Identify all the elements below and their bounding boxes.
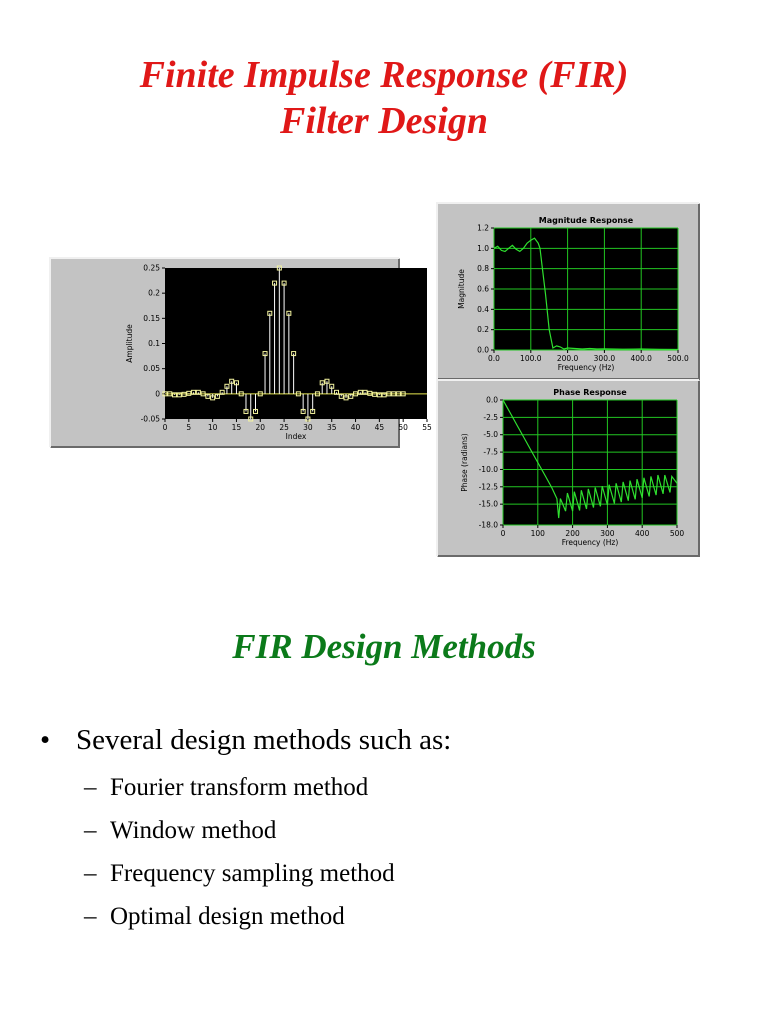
x-tick-label: 300.0 xyxy=(593,354,616,363)
x-tick-label: 200 xyxy=(565,529,580,538)
y-tick-label: -10.0 xyxy=(478,464,498,474)
x-tick-label: 15 xyxy=(231,423,242,432)
x-tick-label: 500 xyxy=(669,529,685,538)
y-tick-label: 0.05 xyxy=(143,364,160,374)
y-axis-label: Phase (radians) xyxy=(460,433,469,492)
dash-symbol: – xyxy=(84,817,97,844)
chart-title: Phase Response xyxy=(553,388,627,397)
phase-response-panel xyxy=(437,380,700,557)
x-tick-label: 0.0 xyxy=(488,354,500,363)
x-tick-label: 0 xyxy=(500,529,506,538)
slide-title-line-1: Finite Impulse Response (FIR) xyxy=(139,54,629,96)
impulse-response-chart xyxy=(50,258,432,448)
y-tick-label: 0.0 xyxy=(486,395,498,405)
y-tick-label: 0.1 xyxy=(148,339,160,348)
x-tick-label: 20 xyxy=(255,423,266,432)
x-tick-label: 200.0 xyxy=(556,354,579,363)
dash-symbol: – xyxy=(84,903,97,930)
sub-bullet-list xyxy=(40,766,740,938)
x-tick-label: 45 xyxy=(374,423,385,432)
y-tick-label: -12.5 xyxy=(478,482,498,492)
x-tick-label: 300 xyxy=(600,529,615,538)
x-tick-label: 50 xyxy=(398,423,408,432)
sub-bullet-text: Window method xyxy=(110,817,277,844)
x-tick-label: 5 xyxy=(186,423,192,432)
bullet-item xyxy=(40,716,740,764)
phase-response-chart xyxy=(437,380,700,557)
sub-bullet-item xyxy=(40,809,740,852)
x-tick-label: 10 xyxy=(207,423,218,432)
section-heading: FIR Design Methods xyxy=(232,627,536,666)
x-tick-label: 0 xyxy=(162,423,168,432)
sub-bullet-item xyxy=(40,895,740,938)
y-tick-label: -5.0 xyxy=(483,430,498,440)
y-tick-label: 0.4 xyxy=(477,304,489,314)
sub-bullet-text: Frequency sampling method xyxy=(110,860,395,887)
dash-symbol: – xyxy=(84,860,97,887)
y-axis-label: Magnitude xyxy=(457,269,466,309)
y-tick-label: 1.2 xyxy=(477,223,489,233)
y-tick-label: 0.25 xyxy=(143,263,160,273)
x-tick-label: 500.0 xyxy=(667,354,689,363)
sub-bullet-text: Optimal design method xyxy=(110,903,345,930)
y-tick-label: -18.0 xyxy=(478,520,498,530)
y-tick-label: 0.6 xyxy=(477,284,489,294)
x-tick-label: 400 xyxy=(635,529,650,538)
slide-title-line-2: Filter Design xyxy=(280,100,488,142)
y-tick-label: -0.05 xyxy=(140,414,160,424)
y-tick-label: 0.0 xyxy=(477,345,489,355)
x-tick-label: 400.0 xyxy=(630,354,652,363)
bullet-symbol: • xyxy=(40,724,51,756)
y-tick-label: 0.2 xyxy=(477,325,489,335)
x-axis-label: Frequency (Hz) xyxy=(557,363,615,372)
x-tick-label: 30 xyxy=(303,423,313,432)
sub-bullet-item xyxy=(40,766,740,809)
slide-title xyxy=(0,52,768,144)
x-tick-label: 40 xyxy=(350,423,361,432)
x-tick-label: 25 xyxy=(279,423,289,432)
x-axis-label: Index xyxy=(285,432,307,441)
y-tick-label: -2.5 xyxy=(483,412,498,422)
y-tick-label: 1.0 xyxy=(477,243,489,253)
y-tick-label: -7.5 xyxy=(483,447,498,457)
y-tick-label: 0.8 xyxy=(477,264,489,274)
plot-area xyxy=(503,400,677,525)
sub-bullet-text: Fourier transform method xyxy=(110,774,369,801)
impulse-response-panel xyxy=(50,258,432,448)
magnitude-response-panel xyxy=(437,203,700,380)
y-tick-label: -15.0 xyxy=(478,499,498,509)
x-axis-label: Frequency (Hz) xyxy=(561,538,619,547)
bullet-list xyxy=(40,716,740,938)
magnitude-response-chart xyxy=(437,203,700,380)
chart-title: Magnitude Response xyxy=(538,216,634,225)
bullet-text: Several design methods such as: xyxy=(76,724,452,756)
x-tick-label: 100.0 xyxy=(520,354,542,363)
x-tick-label: 55 xyxy=(422,423,432,432)
x-tick-label: 35 xyxy=(326,423,337,432)
y-tick-label: 0 xyxy=(155,389,160,399)
dash-symbol: – xyxy=(84,774,97,801)
y-tick-label: 0.15 xyxy=(143,313,160,323)
sub-bullet-item xyxy=(40,852,740,895)
y-tick-label: 0.2 xyxy=(148,288,160,298)
x-tick-label: 100 xyxy=(530,529,545,538)
y-axis-label: Amplitude xyxy=(125,324,134,363)
plot-area xyxy=(165,268,427,419)
